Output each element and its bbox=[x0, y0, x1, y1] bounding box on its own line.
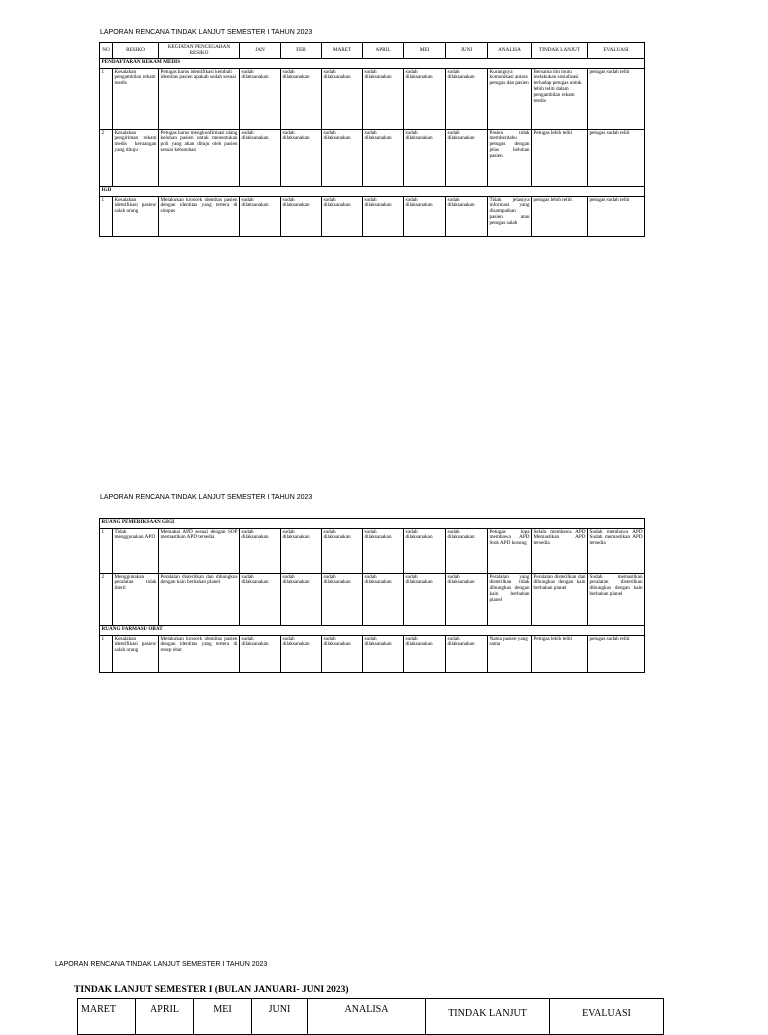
row-mar: sudah dilaksanakan bbox=[322, 130, 363, 187]
row-activity: Petugas harus mengkonfirmasi ulang keluhan pasien untuk menentukan poli yang akan dituju oleh pasien sesuai kebutuhan bbox=[159, 130, 240, 187]
row-feb: sudah dilaksanakan bbox=[281, 69, 322, 130]
row-evaluation: petugas sudah teliti bbox=[588, 197, 645, 237]
row-jun: sudah dilaksanakan bbox=[446, 529, 488, 574]
row-risk: Menggunakan peralatan tidak Steril bbox=[113, 574, 159, 626]
row-may: sudah dilaksanakan bbox=[404, 197, 446, 237]
row-apr: sudah dilaksanakan bbox=[363, 197, 404, 237]
col-header-analysis: ANALISA bbox=[488, 43, 532, 59]
table-row bbox=[100, 197, 645, 237]
followup-table-page3 bbox=[77, 998, 664, 1035]
row-jan: sudah dilaksanakan bbox=[240, 636, 281, 673]
col-header-followup: TINDAK LANJUT bbox=[426, 999, 550, 1035]
page1-heading: LAPORAN RENCANA TINDAK LANJUT SEMESTER I TAHUN 2023 bbox=[100, 29, 313, 36]
col-header-analysis: ANALISA bbox=[308, 999, 426, 1035]
col-header-jan: JAN bbox=[240, 43, 281, 59]
row-apr: sudah dilaksanakan bbox=[363, 69, 404, 130]
row-evaluation: Sudah membawa APD Sudah memastikan APD tersedia bbox=[588, 529, 645, 574]
row-mar: sudah dilaksanakan bbox=[322, 197, 363, 237]
page3-heading: LAPORAN RENCANA TINDAK LANJUT SEMESTER I TAHUN 2023 bbox=[55, 961, 268, 968]
row-followup: Selalu membawa APD Memastikan APD tersedia bbox=[532, 529, 588, 574]
row-jun: sudah dilaksanakan bbox=[446, 69, 488, 130]
row-analysis: Peralatan yang disterilkan tidak dibungkus dengan kain berbahan planel bbox=[488, 574, 532, 626]
row-analysis: Kurangnya komunikasi antara petugas dan pasien bbox=[488, 69, 532, 130]
col-header-jun: JUNI bbox=[252, 999, 308, 1035]
row-jun: sudah dilaksanakan bbox=[446, 574, 488, 626]
row-activity: Peralatan disterilkan dan dibungkus dengan kain berbahan planel bbox=[159, 574, 240, 626]
col-header-feb: FEB bbox=[281, 43, 322, 59]
col-header-activity: KEGIATAN PENCEGAHAN RESIKO bbox=[159, 43, 240, 59]
col-header-mar: MARET bbox=[322, 43, 363, 59]
row-jan: sudah dilaksanakan bbox=[240, 130, 281, 187]
col-header-may: MEI bbox=[194, 999, 252, 1035]
row-mar: sudah dilaksanakan bbox=[322, 69, 363, 130]
risk-table-page2 bbox=[99, 518, 645, 673]
row-jun: sudah dilaksanakan bbox=[446, 197, 488, 237]
row-may: sudah dilaksanakan bbox=[404, 69, 446, 130]
row-followup: Petugas lebih teliti bbox=[532, 130, 588, 187]
row-mar: sudah dilaksanakan bbox=[322, 574, 363, 626]
row-followup: petugas lebih teliti bbox=[532, 197, 588, 237]
row-no: 1 bbox=[100, 636, 113, 673]
row-feb: sudah dilaksanakan bbox=[281, 636, 322, 673]
table-row bbox=[100, 529, 645, 574]
row-no: 1 bbox=[100, 197, 113, 237]
row-activity: Melakukan kroscek identitas pasien dengan identitas yang tertera di simpus bbox=[159, 197, 240, 237]
row-may: sudah dilaksanakan bbox=[404, 529, 446, 574]
table-header-row bbox=[78, 999, 664, 1035]
row-may: sudah dilaksanakan bbox=[404, 574, 446, 626]
row-feb: sudah dilaksanakan bbox=[281, 130, 322, 187]
row-feb: sudah dilaksanakan bbox=[281, 574, 322, 626]
row-activity: Memakai APD sesuai dengan SOP memastikan APD tersedia bbox=[159, 529, 240, 574]
row-risk: Kesalahan pengiriman rekam medis keruangan yang dituju bbox=[113, 130, 159, 187]
table-header-row bbox=[100, 43, 645, 59]
col-header-may: MEI bbox=[404, 43, 446, 59]
col-header-jun: JUNI bbox=[446, 43, 488, 59]
row-evaluation: Sudah memastikan peralatan disterilkan dibungkus dengan kain berbahan planel bbox=[588, 574, 645, 626]
row-evaluation: petugas sudah teliti bbox=[588, 69, 645, 130]
page2-heading: LAPORAN RENCANA TINDAK LANJUT SEMESTER I TAHUN 2023 bbox=[100, 494, 313, 501]
row-analysis: Nama pasien yang sama bbox=[488, 636, 532, 673]
row-no: 2 bbox=[100, 574, 113, 626]
col-header-mar: MARET bbox=[78, 999, 136, 1035]
row-risk: Kesalahan identifikasi pasien/ salah orang bbox=[113, 636, 159, 673]
row-activity: Melakukan kroscek identitas pasien dengan identitas yang tertera di resep obat bbox=[159, 636, 240, 673]
col-header-risk: RESIKO bbox=[113, 43, 159, 59]
row-mar: sudah dilaksanakan bbox=[322, 636, 363, 673]
row-risk: Kesalahan identifikasi pasien/ salah orang bbox=[113, 197, 159, 237]
page3-title: TINDAK LANJUT SEMESTER I (BULAN JANUARI- JUNI 2023) bbox=[74, 985, 349, 995]
row-jan: sudah dilaksanakan bbox=[240, 529, 281, 574]
risk-table-page1 bbox=[99, 42, 645, 237]
row-analysis: Pasien tidak memberitahu petugas dengan jelas keluhan pasien bbox=[488, 130, 532, 187]
row-followup: Bersama tim mutu melakukan sosialisasi terhadap petugas untuk lebih teliti dalam pengambilan rekam medis bbox=[532, 69, 588, 130]
row-feb: sudah dilaksanakan bbox=[281, 529, 322, 574]
row-feb: sudah dilaksanakan bbox=[281, 197, 322, 237]
row-analysis: Petugas lupa membawa APD Stok APD kosong bbox=[488, 529, 532, 574]
section-title: PENDAFTARAN REKAM MEDIS bbox=[100, 59, 645, 69]
row-followup: Peralatan disterilkan dan dibungkus dengan kain berbahan planel bbox=[532, 574, 588, 626]
row-may: sudah dilaksanakan bbox=[404, 636, 446, 673]
row-no: 1 bbox=[100, 69, 113, 130]
row-no: 1 bbox=[100, 529, 113, 574]
row-risk: Kesalahan pengambilan rekam medis bbox=[113, 69, 159, 130]
row-analysis: Tidak jelasnya informasi yang disampaikan pasien atau petugas salah bbox=[488, 197, 532, 237]
col-header-evaluation: EVALUASI bbox=[550, 999, 664, 1035]
col-header-no: NO bbox=[100, 43, 113, 59]
row-jun: sudah dilaksanakan bbox=[446, 130, 488, 187]
row-risk: Tidak menggunakan APD bbox=[113, 529, 159, 574]
col-header-evaluation: EVALUASI bbox=[588, 43, 645, 59]
row-mar: sudah dilaksanakan bbox=[322, 529, 363, 574]
row-jan: sudah dilaksanakan bbox=[240, 197, 281, 237]
row-jun: sudah dilaksanakan bbox=[446, 636, 488, 673]
row-apr: sudah dilaksanakan bbox=[363, 529, 404, 574]
table-row bbox=[100, 130, 645, 187]
table-row bbox=[100, 574, 645, 626]
col-header-apr: APRIL bbox=[136, 999, 194, 1035]
row-evaluation: petugas sudah teliti bbox=[588, 130, 645, 187]
row-jan: sudah dilaksanakan bbox=[240, 69, 281, 130]
row-may: sudah dilaksanakan bbox=[404, 130, 446, 187]
table-row bbox=[100, 69, 645, 130]
section-title: IGD bbox=[100, 187, 645, 197]
row-evaluation: petugas sudah teliti bbox=[588, 636, 645, 673]
row-followup: Petugas lebih teliti bbox=[532, 636, 588, 673]
row-apr: sudah dilaksanakan bbox=[363, 636, 404, 673]
row-apr: sudah dilaksanakan bbox=[363, 130, 404, 187]
section-title: RUANG PEMERIKSAAN GIGI bbox=[100, 519, 645, 529]
col-header-followup: TINDAK LANJUT bbox=[532, 43, 588, 59]
row-no: 2 bbox=[100, 130, 113, 187]
section-title: RUANG FARMASI/ OBAT bbox=[100, 626, 645, 636]
row-apr: sudah dilaksanakan bbox=[363, 574, 404, 626]
row-jan: sudah dilaksanakan bbox=[240, 574, 281, 626]
table-row bbox=[100, 636, 645, 673]
col-header-apr: APRIL bbox=[363, 43, 404, 59]
row-activity: Petugas harus identifikasi kembali identitas pasien apakah sudah sesuai bbox=[159, 69, 240, 130]
